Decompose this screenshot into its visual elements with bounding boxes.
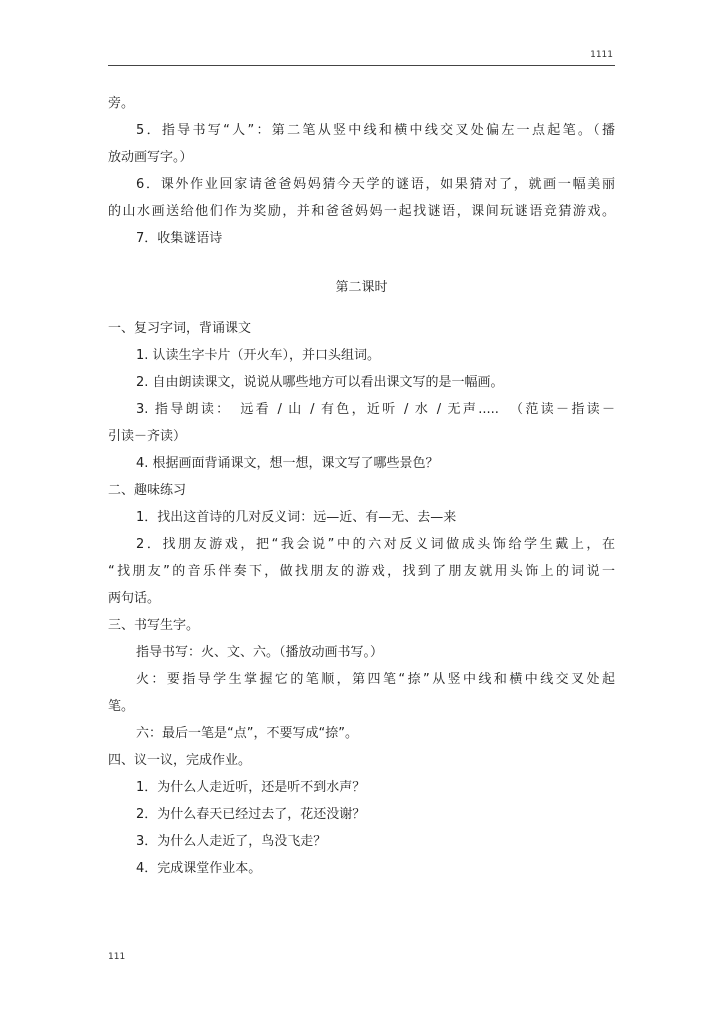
text-line: 指导书写：火、文、六。（播放动画书写。） <box>136 645 384 660</box>
text-line: 笔。 <box>108 699 135 714</box>
spacer <box>108 301 615 315</box>
lesson-part-one <box>108 90 615 252</box>
text-line: 的山水画送给他们作为奖励，并和爸爸妈妈一起找谜语，课间玩谜语竞猜游戏。 <box>108 204 615 219</box>
text-line: 2. 自由朗读课文，说说从哪些地方可以看出课文写的是一幅画。 <box>136 375 504 390</box>
text-line: 一、复习字词，背诵课文 <box>108 321 252 336</box>
text-line: 四、议一议，完成作业。 <box>108 753 252 768</box>
text-line: 6．课外作业回家请爸爸妈妈猜今天学的谜语，如果猜对了，就画一幅美丽 <box>136 177 615 192</box>
header-rule <box>108 65 615 66</box>
section-title: 第二课时 <box>335 280 388 295</box>
text-line: 5．指导书写“人”：第二笔从竖中线和横中线交叉处偏左一点起笔。（播 <box>136 123 615 138</box>
text-line: 7．收集谜语诗 <box>136 231 223 246</box>
text-line: 3. 指导朗读： 远看 / 山 / 有色，近听 / 水 / 无声..... （范读－指读－ <box>136 402 615 417</box>
text-line: 放动画写字。） <box>108 150 193 165</box>
text-line: 4．完成课堂作业本。 <box>136 861 262 876</box>
text-line: 1．为什么人走近听，还是听不到水声？ <box>136 780 366 795</box>
text-line: 二、趣味练习 <box>108 483 187 498</box>
lesson-part-two <box>108 315 615 882</box>
text-line: 三、书写生字。 <box>108 618 200 633</box>
text-line: 旁。 <box>108 96 135 111</box>
text-line: 引读－齐读） <box>108 429 187 444</box>
header-page-number: 1111 <box>590 50 613 60</box>
footer-page-number: 111 <box>108 952 126 962</box>
text-line: 1. 认读生字卡片（开火车），并口头组词。 <box>136 348 381 363</box>
text-line: 2．找朋友游戏，把“我会说”中的六对反义词做成头饰给学生戴上，在 <box>136 537 615 552</box>
text-line: 火：要指导学生掌握它的笔顺，第四笔“捺”从竖中线和横中线交叉处起 <box>136 672 615 687</box>
text-line: 六：最后一笔是“点”，不要写成“捺”。 <box>136 726 358 741</box>
document-body <box>108 90 615 882</box>
text-line: 两句话。 <box>108 591 161 606</box>
text-line: 3．为什么人走近了，鸟没飞走？ <box>136 834 327 849</box>
text-line: 4. 根据画面背诵课文，想一想，课文写了哪些景色？ <box>136 456 439 471</box>
text-line: “找朋友”的音乐伴奏下，做找朋友的游戏，找到了朋友就用头饰上的词说一 <box>108 564 615 579</box>
spacer <box>108 252 615 274</box>
text-line: 1．找出这首诗的几对反义词：远—近、有—无、去—来 <box>136 510 457 525</box>
text-line: 2．为什么春天已经过去了，花还没谢？ <box>136 807 366 822</box>
